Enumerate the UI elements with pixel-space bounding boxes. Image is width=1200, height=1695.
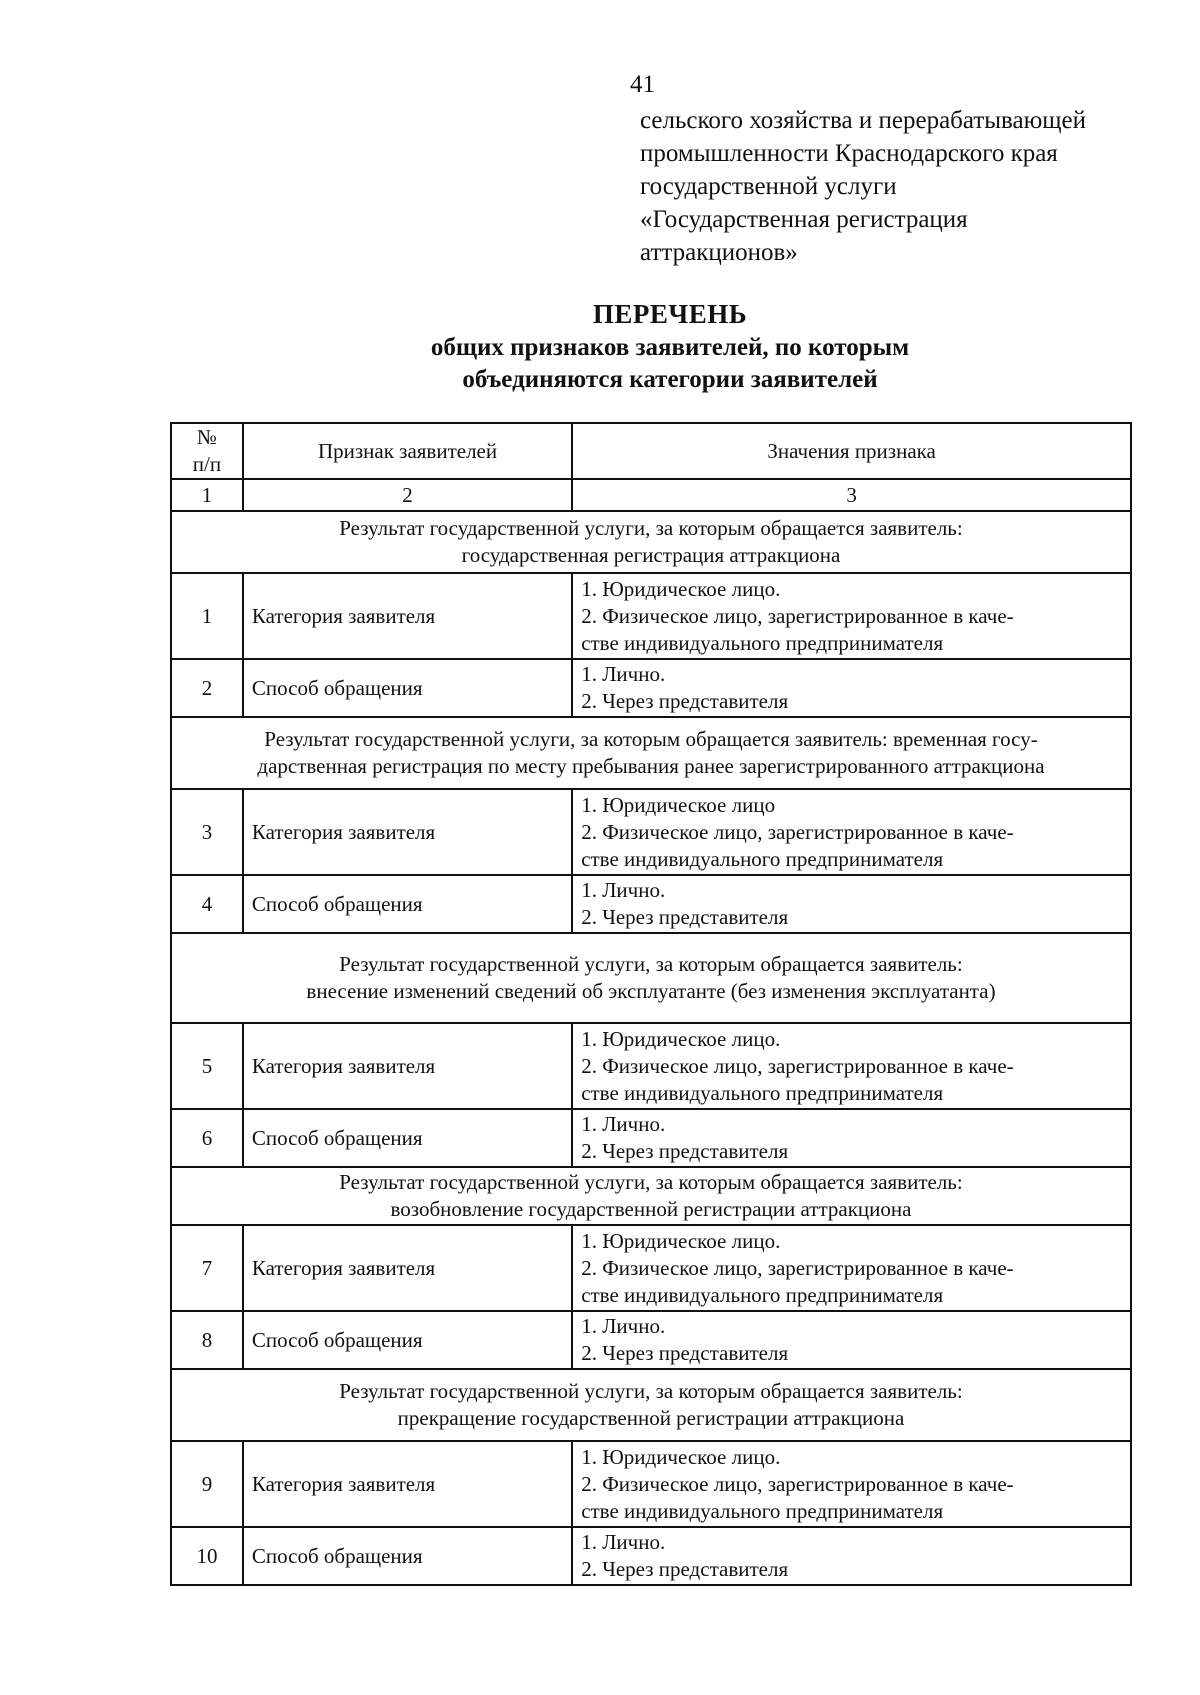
row-values: 1. Лично. 2. Через представителя: [572, 875, 1131, 933]
row-num: 2: [171, 659, 243, 717]
row-num: 6: [171, 1109, 243, 1167]
table-row: [171, 1023, 1131, 1109]
row-num: 1: [171, 573, 243, 659]
row-values: 1. Юридическое лицо. 2. Физическое лицо, зарегистрированное в каче- стве индивидуального предпринимателя: [572, 573, 1131, 659]
row-num: 8: [171, 1311, 243, 1369]
table-row: [171, 1311, 1131, 1369]
section-title-row: [171, 933, 1131, 1023]
document-title-block: [170, 296, 1170, 396]
header-num: № п/п: [171, 423, 243, 479]
document-header: [640, 104, 1160, 269]
row-num: 4: [171, 875, 243, 933]
table-row: [171, 1527, 1131, 1585]
row-num: 7: [171, 1225, 243, 1311]
page-number: 41: [630, 71, 655, 98]
table-row: [171, 659, 1131, 717]
row-feature: Способ обращения: [243, 875, 572, 933]
section-title: Результат государственной услуги, за которым обращается заявитель: временная госу- дарственная регистрация по месту пребывания ранее зарегистрированного аттракциона: [171, 717, 1131, 789]
row-values: 1. Лично. 2. Через представителя: [572, 1311, 1131, 1369]
header-line: сельского хозяйства и перерабатывающей: [640, 107, 1087, 134]
row-feature: Способ обращения: [243, 1109, 572, 1167]
header-line: государственной услуги: [640, 173, 897, 200]
section-title-row: [171, 1167, 1131, 1225]
row-values: 1. Юридическое лицо. 2. Физическое лицо, зарегистрированное в каче- стве индивидуального предпринимателя: [572, 1023, 1131, 1109]
row-values: 1. Юридическое лицо. 2. Физическое лицо, зарегистрированное в каче- стве индивидуального предпринимателя: [572, 1441, 1131, 1527]
header-line: промышленности Краснодарского края: [640, 140, 1058, 167]
header-line: аттракционов»: [640, 239, 798, 266]
document-title: ПЕРЕЧЕНЬ: [592, 299, 748, 329]
table-row: [171, 573, 1131, 659]
row-feature: Категория заявителя: [243, 1225, 572, 1311]
section-title: Результат государственной услуги, за которым обращается заявитель: внесение изменений сведений об эксплуатанте (без изменения эксплуатанта): [171, 933, 1131, 1023]
table-index-row: [171, 479, 1131, 511]
row-feature: Категория заявителя: [243, 1023, 572, 1109]
row-num: 5: [171, 1023, 243, 1109]
row-num: 10: [171, 1527, 243, 1585]
row-feature: Категория заявителя: [243, 789, 572, 875]
section-title: Результат государственной услуги, за которым обращается заявитель: прекращение государственной регистрации аттракциона: [171, 1369, 1131, 1441]
row-values: 1. Лично. 2. Через представителя: [572, 659, 1131, 717]
table-row: [171, 875, 1131, 933]
row-values: 1. Юридическое лицо 2. Физическое лицо, зарегистрированное в каче- стве индивидуального предпринимателя: [572, 789, 1131, 875]
index-cell: 3: [572, 479, 1131, 511]
section-title-row: [171, 717, 1131, 789]
section-title: Результат государственной услуги, за которым обращается заявитель: государственная регистрация аттракциона: [171, 511, 1131, 573]
section-title-row: [171, 1369, 1131, 1441]
applicant-features-table: [170, 422, 1132, 1586]
row-feature: Категория заявителя: [243, 1441, 572, 1527]
row-feature: Категория заявителя: [243, 573, 572, 659]
index-cell: 2: [243, 479, 572, 511]
header-values: Значения признака: [572, 423, 1131, 479]
section-title-row: [171, 511, 1131, 573]
header-feature: Признак заявителей: [243, 423, 572, 479]
table-row: [171, 1109, 1131, 1167]
table-row: [171, 1225, 1131, 1311]
index-cell: 1: [171, 479, 243, 511]
row-num: 3: [171, 789, 243, 875]
row-values: 1. Юридическое лицо. 2. Физическое лицо, зарегистрированное в каче- стве индивидуального предпринимателя: [572, 1225, 1131, 1311]
row-feature: Способ обращения: [243, 1527, 572, 1585]
row-values: 1. Лично. 2. Через представителя: [572, 1527, 1131, 1585]
header-line: «Государственная регистрация: [640, 206, 968, 233]
row-feature: Способ обращения: [243, 659, 572, 717]
table-header-row: [171, 423, 1131, 479]
row-feature: Способ обращения: [243, 1311, 572, 1369]
section-title: Результат государственной услуги, за которым обращается заявитель: возобновление государственной регистрации аттракциона: [171, 1167, 1131, 1225]
table-row: [171, 1441, 1131, 1527]
table-row: [171, 789, 1131, 875]
row-values: 1. Лично. 2. Через представителя: [572, 1109, 1131, 1167]
row-num: 9: [171, 1441, 243, 1527]
document-subtitle-line: общих признаков заявителей, по которым: [430, 334, 910, 361]
document-subtitle-line: объединяются категории заявителей: [462, 366, 878, 393]
